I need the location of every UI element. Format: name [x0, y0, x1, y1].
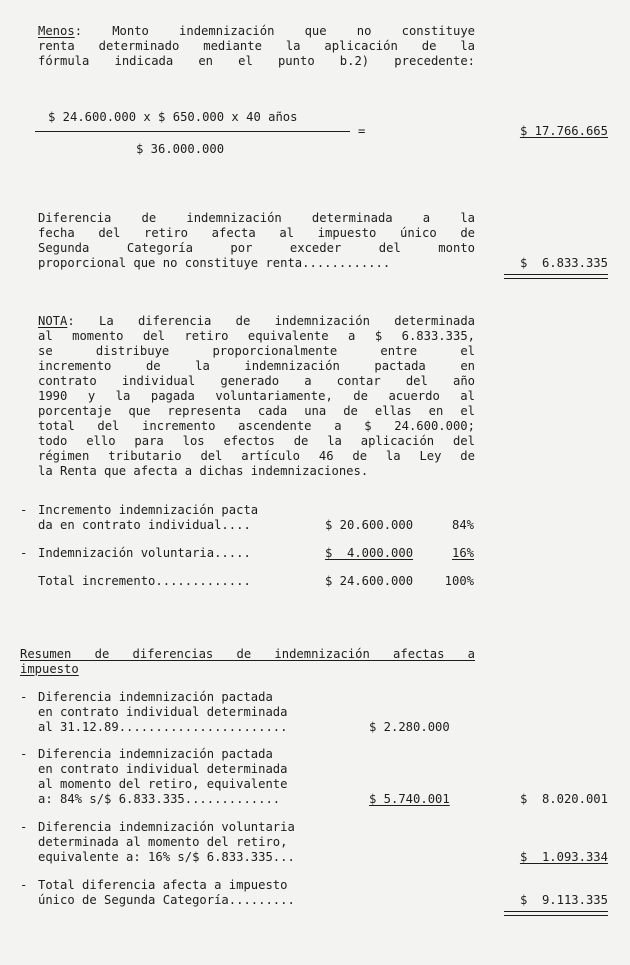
nota-line-10: régimen tributario del artículo 46 de la Ley de [38, 449, 475, 463]
resumen-item-1-line-2: en contrato individual determinada [38, 705, 288, 719]
formula-fraction-bar [35, 131, 350, 132]
nota-line-5: contrato individual generado a contar del año [38, 374, 475, 388]
resumen-item-2-amount-mid: $ 5.740.001 [369, 792, 450, 806]
resumen-item-4-line-2: único de Segunda Categoría......... [38, 893, 295, 907]
incremento-total-line: Total incremento............. [38, 574, 251, 588]
resumen-item-3-line-3: equivalente a: 16% s/$ 6.833.335... [38, 850, 295, 864]
nota-line-3: se distribuye proporcionalmente entre el [38, 344, 475, 358]
nota-line-9: todo ello para los efectos de la aplicación del [38, 434, 475, 448]
resumen-item-2-line-2: en contrato individual determinada [38, 762, 288, 776]
nota-line-7: porcentaje que representa cada una de ellas en el [38, 404, 475, 418]
incremento-2-amount: $ 4.000.000 [325, 546, 414, 560]
incremento-1-pct: 84% [451, 518, 474, 532]
incremento-2-line-1: Indemnización voluntaria..... [38, 546, 251, 560]
resumen-item-2-line-3: al momento del retiro, equivalente [38, 777, 288, 791]
diferencia-line-4: proporcional que no constituye renta............ [38, 256, 391, 270]
nota-line-1: NOTA: La diferencia de indemnización determinada [38, 314, 475, 328]
incremento-total-amount: $ 24.600.000 [325, 574, 414, 588]
resumen-item-2-amount-right: $ 8.020.001 [519, 792, 608, 806]
nota-line-4: incremento de la indemnización pactada en [38, 359, 475, 373]
incremento-1-line-2: da en contrato individual.... [38, 518, 251, 532]
resumen-item-3-amount-right: $ 1.093.334 [519, 850, 608, 864]
nota-line-6: 1990 y la pagada voluntariamente, de acuerdo al [38, 389, 475, 403]
diferencia-line-2: fecha del retiro afecta al impuesto único de [38, 226, 475, 240]
resumen-item-3-line-2: determinada al momento del retiro, [38, 835, 288, 849]
resumen-title-line-1: Resumen de diferencias de indemnización afectas a [20, 647, 475, 661]
formula-result: $ 17.766.665 [519, 124, 608, 138]
incremento-total-pct: 100% [444, 574, 474, 588]
diferencia-line-3: Segunda Categoría por exceder del monto [38, 241, 475, 255]
resumen-item-1-line-1: Diferencia indemnización pactada [38, 690, 273, 704]
formula-denominator: $ 36.000.000 [136, 142, 225, 156]
intro-line-2: renta determinado mediante la aplicación de la [38, 39, 475, 53]
intro-line-1: Menos: Monto indemnización que no constituye [38, 24, 475, 38]
resumen-item-3-line-1: Diferencia indemnización voluntaria [38, 820, 295, 834]
resumen-item-4-dash: - [20, 878, 28, 892]
formula-numerator: $ 24.600.000 x $ 650.000 x 40 años [48, 110, 298, 124]
resumen-item-2-line-4: a: 84% s/$ 6.833.335............. [38, 792, 281, 806]
resumen-item-4-line-1: Total diferencia afecta a impuesto [38, 878, 288, 892]
diferencia-line-1: Diferencia de indemnización determinada a la [38, 211, 475, 225]
resumen-item-1-line-3: al 31.12.89....................... [38, 720, 288, 734]
resumen-item-4-amount-right: $ 9.113.335 [519, 893, 608, 907]
resumen-item-3-dash: - [20, 820, 28, 834]
nota-line-2: al momento del retiro equivalente a $ 6.833.335, [38, 329, 475, 343]
resumen-item-2-dash: - [20, 747, 28, 761]
intro-line-3: fórmula indicada en el punto b.2) precedente: [38, 54, 475, 68]
incremento-2-pct: 16% [451, 546, 474, 560]
resumen-item-1-dash: - [20, 690, 28, 704]
incremento-1-dash: - [20, 503, 28, 517]
diferencia-double-rule [504, 274, 608, 279]
nota-label: NOTA [38, 314, 68, 328]
nota-line-8: total del incremento ascendente a $ 24.600.000; [38, 419, 475, 433]
incremento-1-line-1: Incremento indemnización pacta [38, 503, 259, 517]
diferencia-amount: $ 6.833.335 [519, 256, 608, 270]
incremento-2-dash: - [20, 546, 28, 560]
nota-line-11: la Renta que afecta a dichas indemnizaciones. [38, 464, 369, 478]
resumen-title-line-2: impuesto [20, 662, 79, 676]
resumen-item-2-line-1: Diferencia indemnización pactada [38, 747, 273, 761]
menos-label: Menos [38, 24, 75, 38]
resumen-item-1-amount: $ 2.280.000 [369, 720, 450, 734]
formula-equals: = [358, 124, 366, 138]
incremento-1-amount: $ 20.600.000 [325, 518, 414, 532]
resumen-total-double-rule [504, 911, 608, 916]
